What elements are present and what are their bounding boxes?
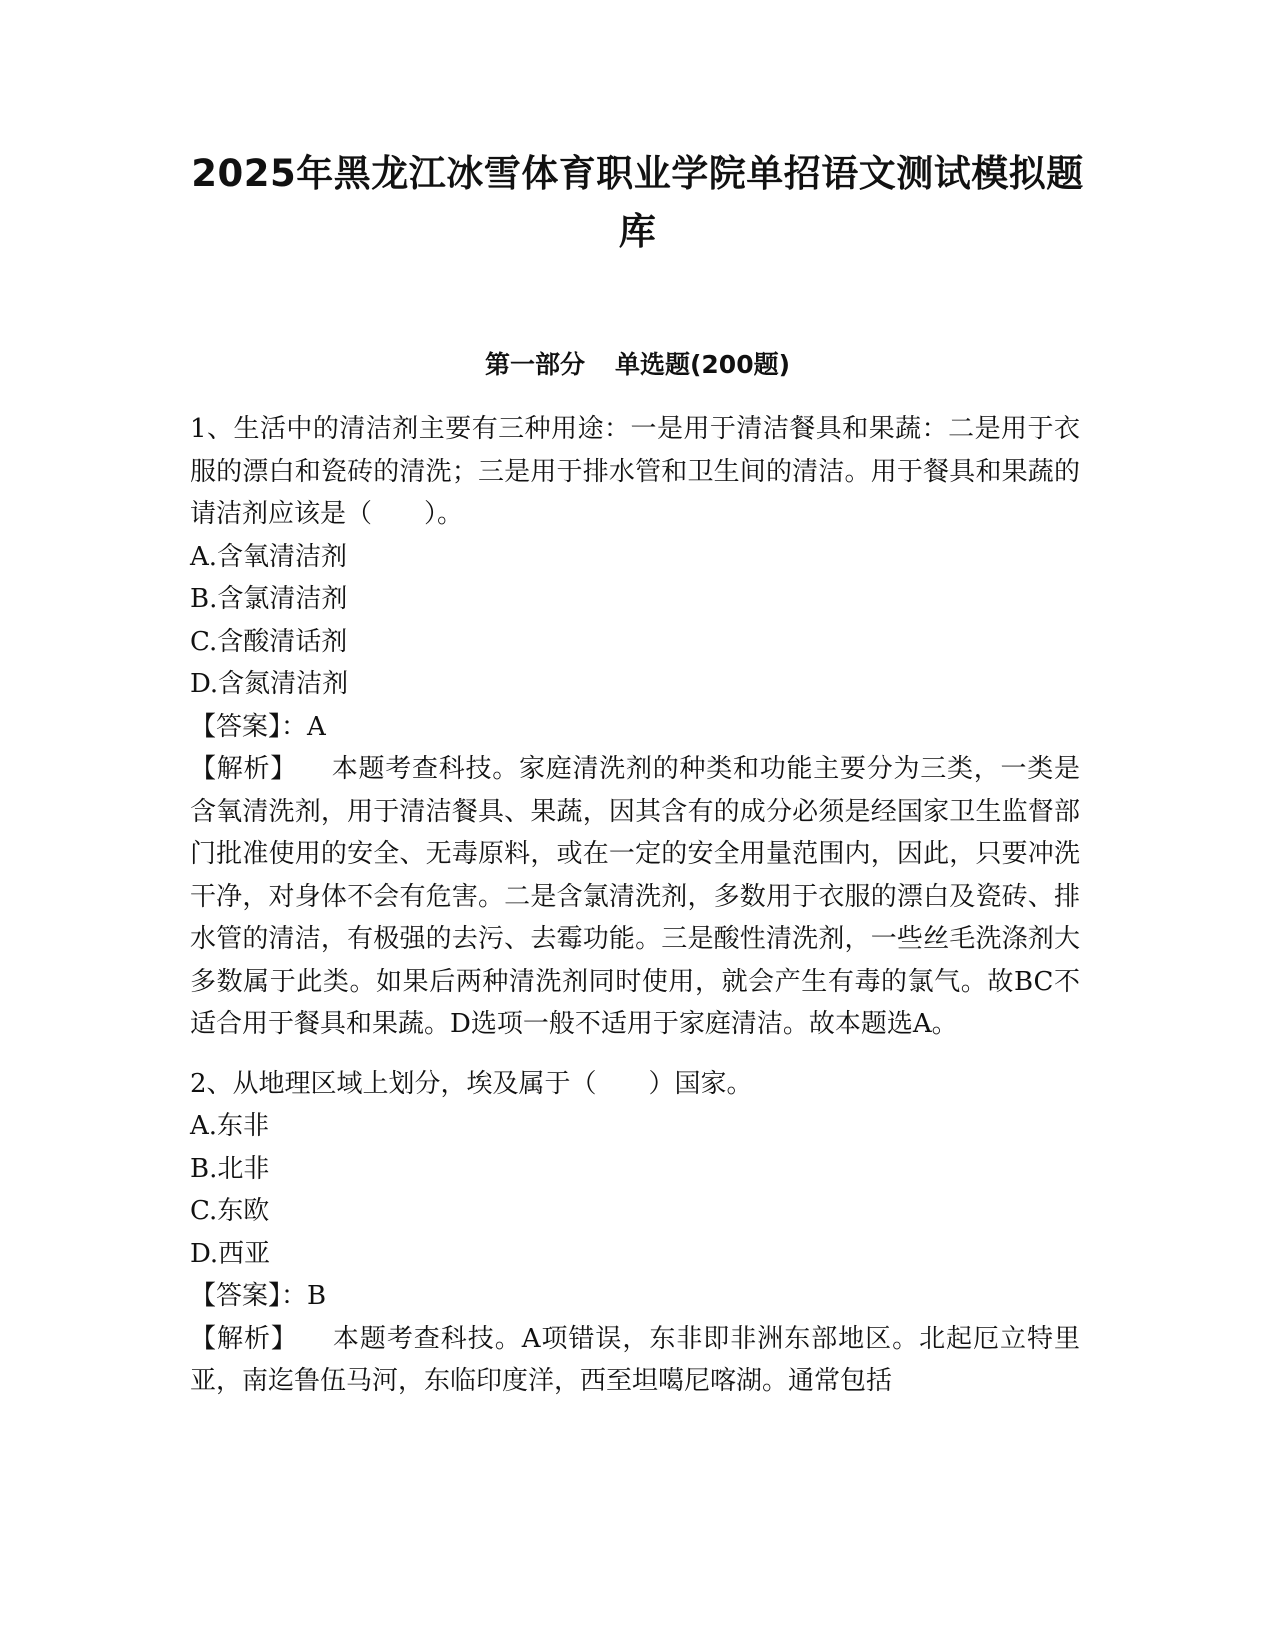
document-title: 2025年黑龙江冰雪体育职业学院单招语文测试模拟题库 bbox=[191, 152, 1084, 253]
question-stem: 2、从地理区域上划分，埃及属于（ ）国家。 bbox=[190, 1068, 753, 1099]
answer-line bbox=[190, 706, 1080, 749]
analysis-text: 本题考查科技。家庭清洗剂的种类和功能主要分为三类，一类是含氧清洗剂，用于清洁餐具、果蔬，因其含有的成分必须是经国家卫生监督部门批准使用的安全、无毒原料，或在一定的安全用量范围内，因此，只要冲洗干净，对身体不会有危害。二是含氯清洗剂，多数用于衣服的漂白及瓷砖、排水管的清洁，有极强的去污、去霉功能。三是酸性清洗剂，一些丝毛洗涤剂大多数属于此类。如果后两种清洗剂同时使用，就会产生有毒的氯气。故BC不适合用于餐具和果蔬。D选项一般不适用于家庭清洁。故本题选A。 bbox=[190, 754, 1080, 1039]
section-name: 单选题(200题) bbox=[614, 350, 791, 379]
question-stem: 1、生活中的清洁剂主要有三种用途：一是用于清洁餐具和果蔬：二是用于衣服的漂白和瓷砖的清洗；三是用于排水管和卫生间的清洁。用于餐具和果蔬的请洁剂应该是（ ）。 bbox=[190, 414, 1080, 529]
option-d: D.含氮清洁剂 bbox=[190, 669, 349, 699]
option-a: A.含氧清洁剂 bbox=[190, 541, 348, 572]
answer-value: A bbox=[307, 711, 326, 742]
analysis-label: 【解析】 bbox=[190, 754, 297, 784]
question-list bbox=[190, 408, 1080, 1420]
option-d: D.西亚 bbox=[190, 1238, 271, 1269]
analysis-label: 【解析】 bbox=[190, 1323, 298, 1354]
answer-label: 【答案】： bbox=[190, 711, 308, 742]
analysis-text: 本题考查科技。A项错误，东非即非洲东部地区。北起厄立特里亚，南迄鲁伍马河，东临印度洋，西至坦噶尼喀湖。通常包括 bbox=[190, 1323, 1080, 1396]
analysis-paragraph bbox=[190, 748, 1080, 1046]
answer-label: 【答案】： bbox=[190, 1281, 308, 1311]
option-a: A.东非 bbox=[190, 1111, 270, 1141]
analysis-paragraph bbox=[190, 1318, 1080, 1403]
question-2 bbox=[190, 1063, 1080, 1403]
option-c: C.东欧 bbox=[190, 1196, 270, 1226]
question-1 bbox=[190, 408, 1080, 1046]
section-heading bbox=[180, 348, 1095, 382]
answer-value: B bbox=[307, 1281, 327, 1311]
answer-line bbox=[190, 1275, 1080, 1318]
option-b: B.北非 bbox=[190, 1153, 270, 1184]
section-part: 第一部分 bbox=[484, 350, 585, 379]
option-c: C.含酸清话剂 bbox=[190, 626, 348, 657]
option-b: B.含氯清洁剂 bbox=[190, 584, 348, 614]
